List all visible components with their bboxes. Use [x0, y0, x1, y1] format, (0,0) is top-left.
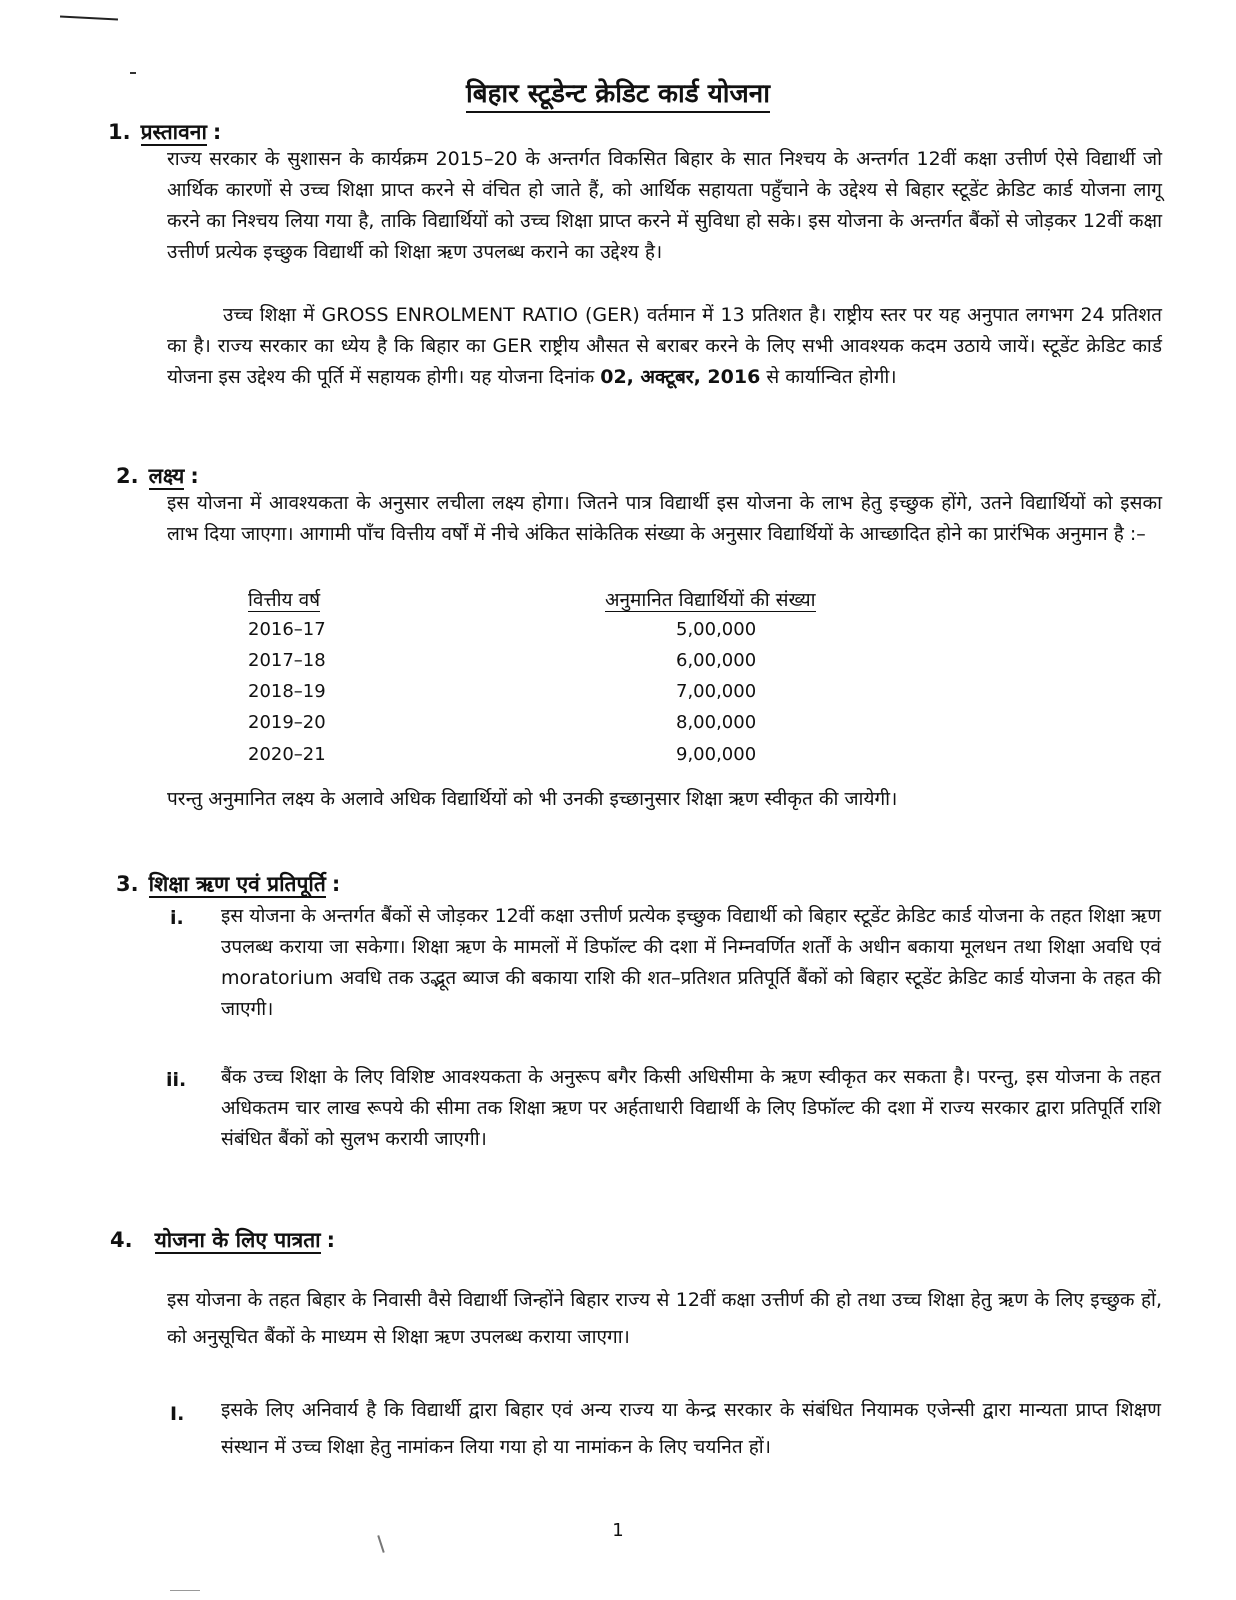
table-row	[248, 677, 768, 708]
section-4-paragraph-1: इस योजना के तहत बिहार के निवासी वैसे विद्यार्थी जिन्होंने बिहार राज्य से 12वीं कक्षा उत्तीर्ण की हो तथा उच्च शिक्षा हेतु ऋण के लिए इच्छुक हों, को अनुसूचित बैंकों के माध्यम से शिक्षा ऋण उपलब्ध कराया जाएगा।	[167, 1289, 1162, 1348]
list-item: इस योजना के अन्तर्गत बैंकों से जोड़कर 12वीं कक्षा उत्तीर्ण प्रत्येक इच्छुक विद्यार्थी को बिहार स्टूडेंट क्रेडिट कार्ड योजना के तहत शिक्षा ऋण उपलब्ध कराया जा सकेगा। शिक्षा ऋण के मामलों में डिफॉल्ट की दशा में निम्नवर्णित शर्तों के अधीन बकाया मूलधन तथा शिक्षा अवधि एवं moratorium अवधि तक उद्भूत ब्याज की बकाया राशि की शत–प्रतिशत प्रतिपूर्ति बैंकों को बिहार स्टूडेंट क्रेडिट कार्ड योजना के तहत की जाएगी।	[221, 905, 1161, 1020]
table-header-year: वित्तीय वर्ष	[248, 589, 321, 611]
section-2-paragraph-2: परन्तु अनुमानित लक्ष्य के अलावे अधिक विद्यार्थियों को भी उनकी इच्छानुसार शिक्षा ऋण स्वीकृत की जायेगी।	[167, 788, 898, 810]
table-cell-count: 7,00,000	[676, 681, 757, 702]
table-cell-year: 2019–20	[248, 712, 326, 733]
table-row	[248, 740, 768, 771]
table-row	[248, 615, 768, 646]
table-row	[248, 708, 768, 739]
table-cell-year: 2018–19	[248, 681, 326, 702]
section-2-paragraph-1: इस योजना में आवश्यकता के अनुसार लचीला लक्ष्य होगा। जितने पात्र विद्यार्थी इस योजना के लाभ हेतु इच्छुक होंगे, उतने विद्यार्थियों को इसका लाभ दिया जाएगा। आगामी पाँच वित्तीय वर्षों में नीचे अंकित सांकेतिक संख्या के अनुसार विद्यार्थियों के आच्छादित होने का प्रारंभिक अनुमान है :–	[167, 492, 1162, 545]
table-row	[248, 646, 768, 677]
scan-mark	[60, 15, 118, 20]
section-1-heading: 1. प्रस्तावना :	[108, 120, 222, 144]
table-cell-count: 8,00,000	[676, 712, 757, 733]
page-number: 1	[612, 1520, 624, 1541]
list-item-number: i.	[170, 907, 184, 929]
list-item: इसके लिए अनिवार्य है कि विद्यार्थी द्वारा बिहार एवं अन्य राज्य या केन्द्र सरकार के संबंधित नियामक एजेन्सी द्वारा मान्यता प्राप्त शिक्षण संस्थान में उच्च शिक्षा हेतु नामांकन लिया गया हो या नामांकन के लिए चयनित हों।	[221, 1399, 1161, 1458]
list-item-number: ii.	[166, 1069, 187, 1091]
section-1-paragraph-1: राज्य सरकार के सुशासन के कार्यक्रम 2015–20 के अन्तर्गत विकसित बिहार के सात निश्चय के अन्तर्गत 12वीं कक्षा उत्तीर्ण ऐसे विद्यार्थी जो आर्थिक कारणों से उच्च शिक्षा प्राप्त करने से वंचित हो जाते हैं, को आर्थिक सहायता पहुँचाने के उद्देश्य से बिहार स्टूडेंट क्रेडिट कार्ड योजना लागू करने का निश्चय लिया गया है, ताकि विद्यार्थियों को उच्च शिक्षा प्राप्त करने में सुविधा हो सके। इस योजना के अन्तर्गत बैंकों से जोड़कर 12वीं कक्षा उत्तीर्ण प्रत्येक इच्छुक विद्यार्थी को शिक्षा ऋण उपलब्ध कराने का उद्देश्य है।	[167, 148, 1162, 263]
section-4-heading: 4. योजना के लिए पात्रता :	[110, 1228, 336, 1252]
scan-mark	[170, 1590, 200, 1591]
section-2-heading: 2. लक्ष्य :	[116, 464, 199, 488]
table-header-count: अनुमानित विद्यार्थियों की संख्या	[605, 589, 816, 611]
list-item-number: I.	[170, 1403, 185, 1425]
table-cell-count: 6,00,000	[676, 650, 757, 671]
table-cell-count: 9,00,000	[676, 744, 757, 765]
list-item: बैंक उच्च शिक्षा के लिए विशिष्ट आवश्यकता के अनुरूप बगैर किसी अधिसीमा के ऋण स्वीकृत कर सकता है। परन्तु, इस योजना के तहत अधिकतम चार लाख रूपये की सीमा तक शिक्षा ऋण पर अर्हताधारी विद्यार्थी के लिए डिफॉल्ट की दशा में राज्य सरकार द्वारा प्रतिपूर्ति राशि संबंधित बैंकों को सुलभ करायी जाएगी।	[221, 1066, 1161, 1150]
section-3-heading: 3. शिक्षा ऋण एवं प्रतिपूर्ति :	[116, 872, 341, 896]
table-cell-count: 5,00,000	[676, 619, 757, 640]
document-title: बिहार स्टूडेन्ट क्रेडिट कार्ड योजना	[0, 74, 1236, 110]
section-1-paragraph-2: उच्च शिक्षा में GROSS ENROLMENT RATIO (GER) वर्तमान में 13 प्रतिशत है। राष्ट्रीय स्तर पर यह अनुपात लगभग 24 प्रतिशत का है। राज्य सरकार का ध्येय है कि बिहार का GER राष्ट्रीय औसत से बराबर करने के लिए सभी आवश्यक कदम उठाये जायें। स्टूडेंट क्रेडिट कार्ड योजना इस उद्देश्य की पूर्ति में सहायक होगी। यह योजना दिनांक 02, अक्टूबर, 2016 से कार्यान्वित होगी।	[167, 304, 1162, 388]
table-cell-year: 2020–21	[248, 744, 326, 765]
table-cell-year: 2017–18	[248, 650, 326, 671]
table-cell-year: 2016–17	[248, 619, 326, 640]
